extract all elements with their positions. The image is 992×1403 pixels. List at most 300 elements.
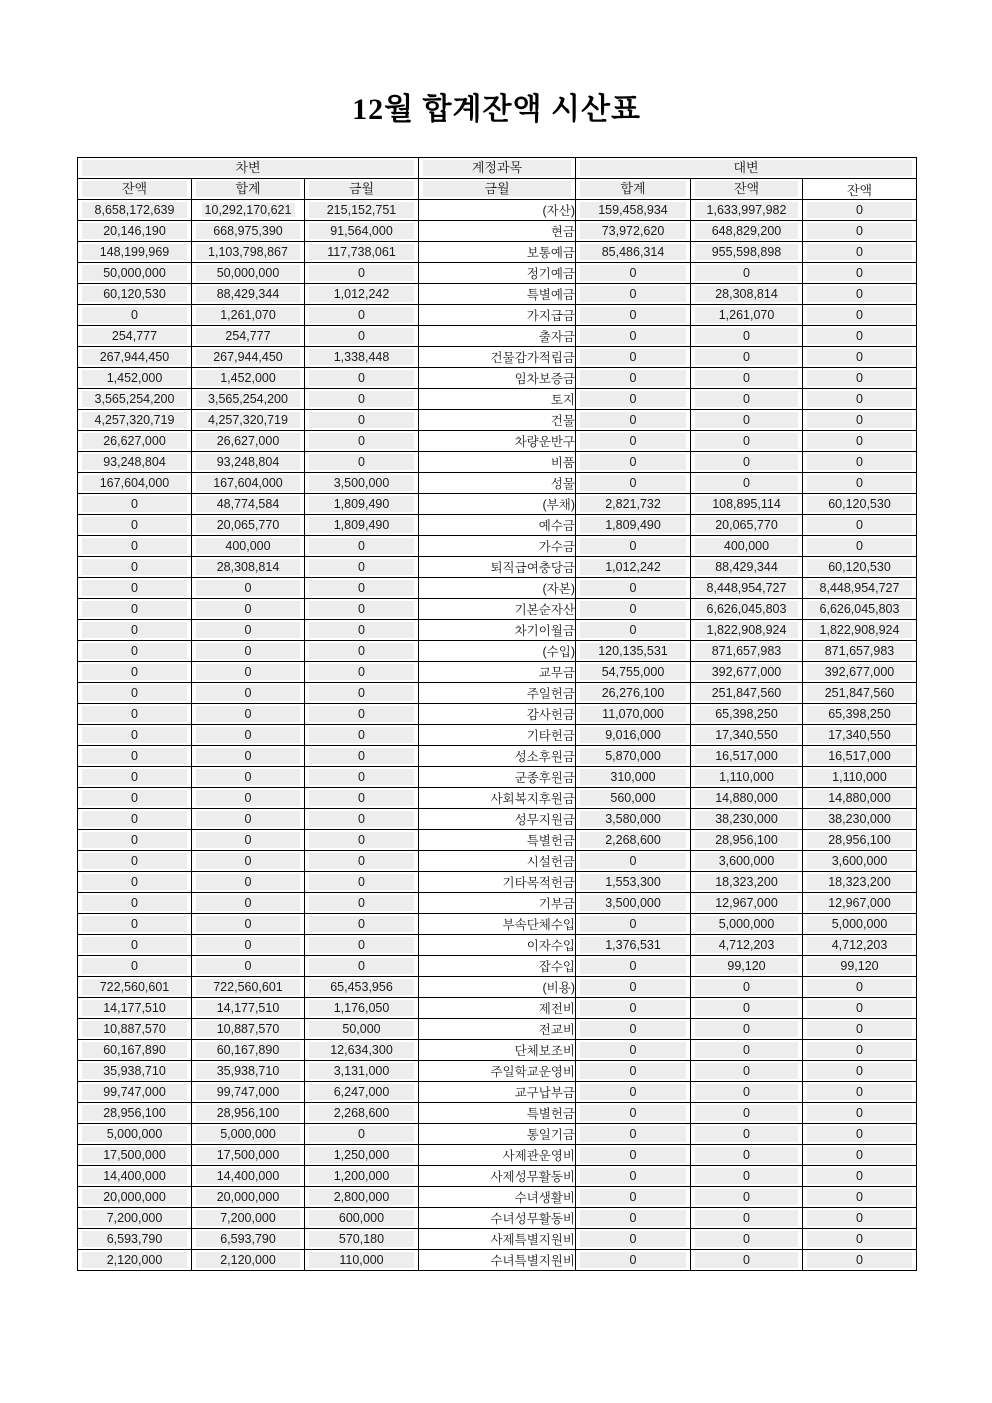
debit-balance-cell (78, 977, 192, 998)
credit-balance-2-cell (803, 326, 917, 347)
cell-value: 0 (695, 1042, 798, 1058)
debit-month-cell (305, 494, 419, 515)
credit-balance-2-cell (803, 893, 917, 914)
credit-balance-2-cell (803, 1103, 917, 1124)
debit-balance-cell (78, 599, 192, 620)
credit-balance-cell (691, 1019, 803, 1040)
account-name: 퇴직급여충당금 (419, 557, 576, 578)
table-row (78, 599, 917, 620)
credit-total-cell (576, 389, 691, 410)
cell-value: 5,000,000 (695, 916, 798, 932)
cell-value: 0 (807, 370, 912, 386)
cell-value: 0 (695, 1105, 798, 1121)
cell-value: 99,747,000 (196, 1084, 300, 1100)
credit-total-cell (576, 578, 691, 599)
cell-value: 1,452,000 (82, 370, 187, 386)
cell-value: 251,847,560 (807, 685, 912, 701)
table-row (78, 557, 917, 578)
debit-balance-cell (78, 935, 192, 956)
credit-balance-2-cell (803, 809, 917, 830)
debit-month-cell (305, 893, 419, 914)
cell-value: 2,120,000 (82, 1252, 187, 1268)
col-header-credit-total (576, 179, 691, 200)
account-name: 기본순자산 (419, 599, 576, 620)
cell-value: 0 (82, 517, 187, 533)
account-name: 시설헌금 (419, 851, 576, 872)
group-header-debit-label: 차변 (82, 160, 414, 176)
debit-balance-cell (78, 389, 192, 410)
cell-value: 28,956,100 (196, 1105, 300, 1121)
debit-total-cell (192, 557, 305, 578)
cell-value: 18,323,200 (807, 874, 912, 890)
credit-total-cell (576, 893, 691, 914)
credit-balance-2-cell (803, 515, 917, 536)
credit-balance-cell (691, 1166, 803, 1187)
cell-value: 0 (695, 349, 798, 365)
debit-month-cell (305, 284, 419, 305)
cell-value: 0 (309, 1126, 414, 1142)
credit-balance-cell (691, 368, 803, 389)
cell-value: 0 (309, 685, 414, 701)
debit-month-cell (305, 200, 419, 221)
credit-balance-cell (691, 788, 803, 809)
cell-value: 6,593,790 (82, 1231, 187, 1247)
credit-total-cell (576, 536, 691, 557)
cell-value: 18,323,200 (695, 874, 798, 890)
credit-balance-2-cell (803, 662, 917, 683)
credit-balance-cell (691, 935, 803, 956)
cell-value: 600,000 (309, 1210, 414, 1226)
credit-balance-2-cell (803, 851, 917, 872)
group-header-credit (576, 158, 917, 179)
credit-balance-2-cell (803, 221, 917, 242)
cell-value: 8,448,954,727 (695, 580, 798, 596)
debit-balance-cell (78, 830, 192, 851)
cell-value: 10,887,570 (82, 1021, 187, 1037)
credit-balance-cell (691, 326, 803, 347)
debit-month-cell (305, 977, 419, 998)
cell-value: 0 (580, 1252, 686, 1268)
cell-value: 0 (807, 223, 912, 239)
debit-balance-cell (78, 368, 192, 389)
credit-total-cell (576, 851, 691, 872)
debit-month-cell (305, 1145, 419, 1166)
debit-total-cell (192, 1166, 305, 1187)
cell-value: 148,199,969 (82, 244, 187, 260)
debit-total-cell (192, 956, 305, 977)
credit-balance-2-cell (803, 641, 917, 662)
cell-value: 3,565,254,200 (82, 391, 187, 407)
debit-balance-cell (78, 1208, 192, 1229)
debit-balance-cell (78, 1145, 192, 1166)
account-name: 기타헌금 (419, 725, 576, 746)
credit-balance-cell (691, 1229, 803, 1250)
group-header-credit-label: 대변 (580, 160, 912, 176)
credit-total-cell (576, 1040, 691, 1061)
table-row (78, 473, 917, 494)
cell-value: 0 (309, 433, 414, 449)
cell-value: 28,308,814 (695, 286, 798, 302)
debit-balance-cell (78, 347, 192, 368)
cell-value: 0 (309, 958, 414, 974)
cell-value: 108,895,114 (695, 496, 798, 512)
table-row (78, 431, 917, 452)
table-row (78, 389, 917, 410)
debit-month-cell (305, 410, 419, 431)
debit-month-cell (305, 725, 419, 746)
cell-value: 0 (309, 874, 414, 890)
table-row (78, 347, 917, 368)
cell-value: 0 (309, 454, 414, 470)
cell-value: 10,887,570 (196, 1021, 300, 1037)
cell-value: 0 (309, 559, 414, 575)
credit-balance-2-cell (803, 389, 917, 410)
cell-value: 0 (196, 748, 300, 764)
cell-value: 1,012,242 (580, 559, 686, 575)
account-name: 특별헌금 (419, 830, 576, 851)
cell-value: 251,847,560 (695, 685, 798, 701)
cell-value: 0 (807, 244, 912, 260)
debit-total-cell (192, 494, 305, 515)
cell-value: 0 (695, 1252, 798, 1268)
credit-total-cell (576, 767, 691, 788)
account-name: 단체보조비 (419, 1040, 576, 1061)
cell-value: 4,712,203 (807, 937, 912, 953)
credit-total-cell (576, 305, 691, 326)
cell-value: 0 (807, 1252, 912, 1268)
cell-value: 0 (580, 370, 686, 386)
cell-value: 117,738,061 (309, 244, 414, 260)
cell-value: 0 (695, 370, 798, 386)
debit-total-cell (192, 914, 305, 935)
account-name: 성물 (419, 473, 576, 494)
cell-value: 12,634,300 (309, 1042, 414, 1058)
group-header-account (419, 158, 576, 179)
cell-value: 60,167,890 (82, 1042, 187, 1058)
cell-value: 0 (580, 265, 686, 281)
cell-value: 0 (82, 874, 187, 890)
cell-value: 88,429,344 (695, 559, 798, 575)
cell-value: 0 (695, 265, 798, 281)
credit-total-cell (576, 515, 691, 536)
cell-value: 0 (82, 538, 187, 554)
debit-total-cell (192, 1082, 305, 1103)
cell-value: 0 (807, 286, 912, 302)
cell-value: 2,120,000 (196, 1252, 300, 1268)
debit-month-cell (305, 1229, 419, 1250)
account-name: 예수금 (419, 515, 576, 536)
credit-total-cell (576, 1166, 691, 1187)
cell-value: 65,453,956 (309, 979, 414, 995)
table-row (78, 1166, 917, 1187)
table-row (78, 1019, 917, 1040)
debit-month-cell (305, 1082, 419, 1103)
account-name: (비용) (419, 977, 576, 998)
debit-balance-cell (78, 263, 192, 284)
credit-balance-cell (691, 452, 803, 473)
debit-total-cell (192, 788, 305, 809)
debit-balance-cell (78, 851, 192, 872)
cell-value: 5,000,000 (807, 916, 912, 932)
cell-value: 17,340,550 (807, 727, 912, 743)
credit-balance-2-cell (803, 788, 917, 809)
col-header-debit-month-label: 금월 (309, 181, 414, 197)
credit-balance-2-cell (803, 1082, 917, 1103)
debit-total-cell (192, 1061, 305, 1082)
credit-balance-2-cell (803, 494, 917, 515)
credit-balance-cell (691, 1208, 803, 1229)
cell-value: 1,261,070 (196, 307, 300, 323)
credit-balance-2-cell (803, 620, 917, 641)
cell-value: 0 (807, 307, 912, 323)
credit-balance-cell (691, 1061, 803, 1082)
cell-value: 14,880,000 (695, 790, 798, 806)
credit-balance-2-cell (803, 1229, 917, 1250)
cell-value: 0 (807, 1063, 912, 1079)
cell-value: 50,000 (309, 1021, 414, 1037)
cell-value: 0 (309, 853, 414, 869)
cell-value: 400,000 (695, 538, 798, 554)
debit-total-cell (192, 410, 305, 431)
credit-balance-cell (691, 704, 803, 725)
debit-month-cell (305, 221, 419, 242)
cell-value: 0 (580, 1231, 686, 1247)
debit-month-cell (305, 599, 419, 620)
cell-value: 3,131,000 (309, 1063, 414, 1079)
cell-value: 0 (580, 853, 686, 869)
col-header-debit-month (305, 179, 419, 200)
cell-value: 26,276,100 (580, 685, 686, 701)
table-row (78, 1229, 917, 1250)
credit-total-cell (576, 1082, 691, 1103)
credit-total-cell (576, 620, 691, 641)
cell-value: 0 (82, 601, 187, 617)
cell-value: 3,500,000 (580, 895, 686, 911)
debit-month-cell (305, 389, 419, 410)
cell-value: 0 (580, 1147, 686, 1163)
cell-value: 167,604,000 (196, 475, 300, 491)
cell-value: 120,135,531 (580, 643, 686, 659)
credit-total-cell (576, 452, 691, 473)
credit-balance-cell (691, 830, 803, 851)
debit-total-cell (192, 431, 305, 452)
debit-month-cell (305, 368, 419, 389)
cell-value: 0 (196, 811, 300, 827)
credit-balance-2-cell (803, 914, 917, 935)
debit-total-cell (192, 263, 305, 284)
cell-value: 0 (695, 1147, 798, 1163)
credit-balance-2-cell (803, 767, 917, 788)
cell-value: 1,809,490 (309, 496, 414, 512)
cell-value: 392,677,000 (807, 664, 912, 680)
cell-value: 0 (309, 811, 414, 827)
cell-value: 12,967,000 (807, 895, 912, 911)
debit-month-cell (305, 431, 419, 452)
account-name: 사회복지후원금 (419, 788, 576, 809)
cell-value: 267,944,450 (196, 349, 300, 365)
cell-value: 50,000,000 (196, 265, 300, 281)
cell-value: 0 (309, 664, 414, 680)
cell-value: 9,016,000 (580, 727, 686, 743)
cell-value: 0 (196, 874, 300, 890)
debit-month-cell (305, 746, 419, 767)
debit-month-cell (305, 1040, 419, 1061)
cell-value: 0 (695, 1189, 798, 1205)
credit-total-cell (576, 914, 691, 935)
credit-total-cell (576, 1208, 691, 1229)
credit-balance-cell (691, 1187, 803, 1208)
cell-value: 0 (580, 1063, 686, 1079)
table-row (78, 746, 917, 767)
debit-total-cell (192, 1208, 305, 1229)
cell-value: 0 (807, 1042, 912, 1058)
cell-value: 28,956,100 (82, 1105, 187, 1121)
cell-value: 0 (82, 937, 187, 953)
credit-balance-2-cell (803, 263, 917, 284)
cell-value: 0 (695, 979, 798, 995)
cell-value: 0 (196, 937, 300, 953)
cell-value: 54,755,000 (580, 664, 686, 680)
debit-total-cell (192, 998, 305, 1019)
debit-month-cell (305, 1166, 419, 1187)
credit-balance-cell (691, 809, 803, 830)
cell-value: 0 (807, 349, 912, 365)
credit-balance-cell (691, 914, 803, 935)
debit-month-cell (305, 851, 419, 872)
credit-balance-cell (691, 200, 803, 221)
cell-value: 0 (196, 580, 300, 596)
credit-total-cell (576, 956, 691, 977)
cell-value: 0 (807, 433, 912, 449)
cell-value: 20,000,000 (196, 1189, 300, 1205)
credit-balance-cell (691, 305, 803, 326)
account-name: 사제특별지원비 (419, 1229, 576, 1250)
cell-value: 0 (695, 328, 798, 344)
debit-balance-cell (78, 662, 192, 683)
credit-total-cell (576, 221, 691, 242)
debit-month-cell (305, 872, 419, 893)
debit-total-cell (192, 704, 305, 725)
debit-month-cell (305, 788, 419, 809)
cell-value: 16,517,000 (695, 748, 798, 764)
debit-month-cell (305, 1061, 419, 1082)
cell-value: 0 (309, 622, 414, 638)
cell-value: 0 (82, 748, 187, 764)
cell-value: 35,938,710 (82, 1063, 187, 1079)
credit-total-cell (576, 431, 691, 452)
credit-total-cell (576, 200, 691, 221)
cell-value: 955,598,898 (695, 244, 798, 260)
cell-value: 28,956,100 (695, 832, 798, 848)
credit-total-cell (576, 977, 691, 998)
credit-balance-2-cell (803, 1208, 917, 1229)
cell-value: 0 (309, 895, 414, 911)
debit-balance-cell (78, 515, 192, 536)
cell-value: 0 (309, 916, 414, 932)
cell-value: 16,517,000 (807, 748, 912, 764)
credit-total-cell (576, 1103, 691, 1124)
debit-balance-cell (78, 305, 192, 326)
cell-value: 0 (580, 391, 686, 407)
account-name: 통일기금 (419, 1124, 576, 1145)
cell-value: 0 (196, 832, 300, 848)
debit-month-cell (305, 662, 419, 683)
col-header-credit-total-label: 합계 (580, 181, 686, 197)
col-header-debit-total-label: 합계 (196, 181, 300, 197)
cell-value: 668,975,390 (196, 223, 300, 239)
credit-balance-cell (691, 473, 803, 494)
credit-total-cell (576, 1061, 691, 1082)
cell-value: 0 (196, 601, 300, 617)
credit-total-cell (576, 1187, 691, 1208)
credit-balance-cell (691, 347, 803, 368)
cell-value: 5,000,000 (82, 1126, 187, 1142)
debit-month-cell (305, 515, 419, 536)
debit-month-cell (305, 704, 419, 725)
credit-balance-2-cell (803, 1250, 917, 1271)
credit-balance-cell (691, 557, 803, 578)
cell-value: 88,429,344 (196, 286, 300, 302)
cell-value: 0 (695, 412, 798, 428)
credit-total-cell (576, 263, 691, 284)
debit-month-cell (305, 1187, 419, 1208)
credit-balance-2-cell (803, 1040, 917, 1061)
cell-value: 0 (807, 1021, 912, 1037)
debit-balance-cell (78, 893, 192, 914)
cell-value: 392,677,000 (695, 664, 798, 680)
cell-value: 38,230,000 (695, 811, 798, 827)
debit-month-cell (305, 473, 419, 494)
cell-value: 0 (309, 769, 414, 785)
cell-value: 0 (580, 1210, 686, 1226)
debit-balance-cell (78, 473, 192, 494)
credit-balance-cell (691, 746, 803, 767)
cell-value: 60,120,530 (807, 496, 912, 512)
debit-balance-cell (78, 221, 192, 242)
cell-value: 7,200,000 (196, 1210, 300, 1226)
cell-value: 0 (695, 433, 798, 449)
cell-value: 7,200,000 (82, 1210, 187, 1226)
credit-balance-2-cell (803, 956, 917, 977)
account-name: (자산) (419, 200, 576, 221)
cell-value: 0 (196, 958, 300, 974)
debit-total-cell (192, 1019, 305, 1040)
cell-value: 1,110,000 (695, 769, 798, 785)
cell-value: 0 (82, 790, 187, 806)
account-name: 사제관운영비 (419, 1145, 576, 1166)
cell-value: 215,152,751 (309, 202, 414, 218)
debit-total-cell (192, 200, 305, 221)
cell-value: 0 (309, 832, 414, 848)
cell-value: 254,777 (196, 328, 300, 344)
table-row (78, 851, 917, 872)
debit-total-cell (192, 872, 305, 893)
debit-month-cell (305, 1019, 419, 1040)
account-name: (수입) (419, 641, 576, 662)
credit-balance-2-cell (803, 536, 917, 557)
debit-month-cell (305, 956, 419, 977)
debit-month-cell (305, 578, 419, 599)
debit-month-cell (305, 536, 419, 557)
debit-total-cell (192, 221, 305, 242)
cell-value: 560,000 (580, 790, 686, 806)
cell-value: 0 (82, 559, 187, 575)
table-row (78, 1145, 917, 1166)
cell-value: 0 (807, 202, 912, 218)
credit-balance-2-cell (803, 1019, 917, 1040)
account-name: 특별예금 (419, 284, 576, 305)
cell-value: 0 (807, 412, 912, 428)
